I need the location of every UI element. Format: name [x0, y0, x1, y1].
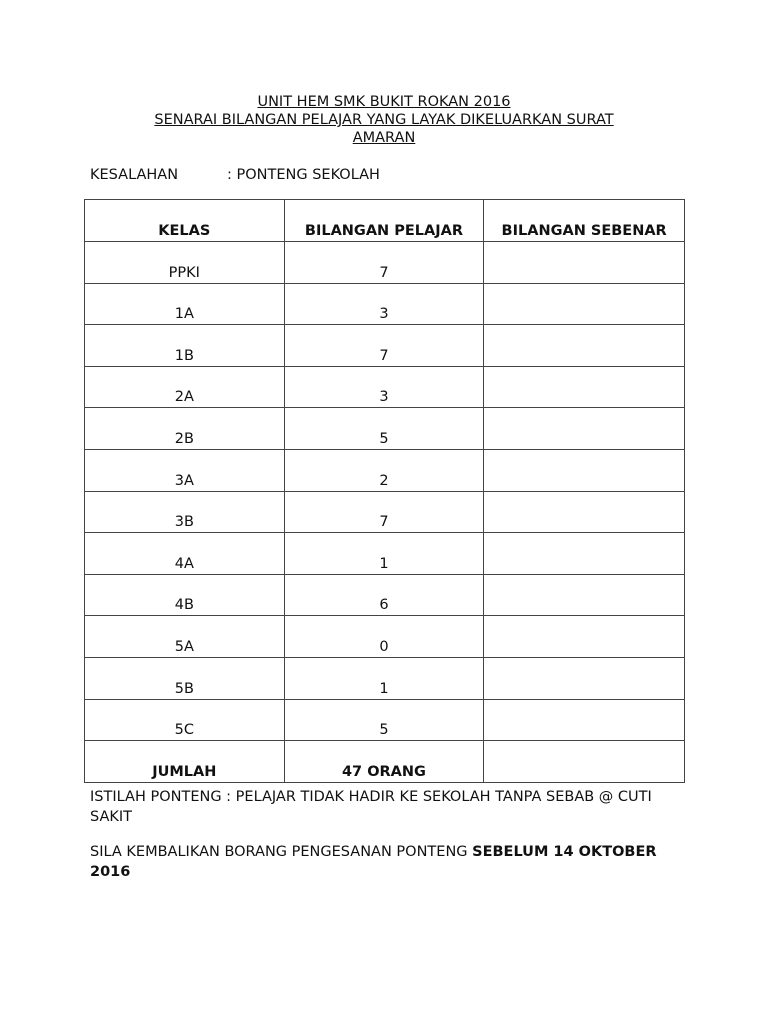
cell-kelas: 5C	[85, 699, 285, 741]
cell-bilangan: 1	[284, 533, 484, 575]
total-sebenar[interactable]	[484, 741, 685, 783]
cell-bilangan: 5	[284, 699, 484, 741]
column-header-kelas: KELAS	[85, 200, 285, 242]
cell-sebenar[interactable]	[484, 699, 685, 741]
table-row	[85, 699, 685, 741]
cell-sebenar[interactable]	[484, 366, 685, 408]
cell-bilangan: 7	[284, 491, 484, 533]
cell-kelas: 1B	[85, 325, 285, 367]
table-row	[85, 657, 685, 699]
truancy-definition: ISTILAH PONTENG : PELAJAR TIDAK HADIR KE SEKOLAH TANPA SEBAB @ CUTI SAKIT	[90, 789, 652, 825]
table-row	[85, 491, 685, 533]
cell-bilangan: 3	[284, 283, 484, 325]
table-row	[85, 616, 685, 658]
cell-kelas: 3B	[85, 491, 285, 533]
total-value: 47 ORANG	[284, 741, 484, 783]
table-row	[85, 533, 685, 575]
cell-kelas: 2B	[85, 408, 285, 450]
cell-sebenar[interactable]	[484, 408, 685, 450]
cell-sebenar[interactable]	[484, 574, 685, 616]
offence-label: KESALAHAN	[90, 167, 179, 183]
cell-sebenar[interactable]	[484, 325, 685, 367]
table-total-row	[85, 741, 685, 783]
table-row	[85, 408, 685, 450]
cell-sebenar[interactable]	[484, 242, 685, 284]
document-subtitle: SENARAI BILANGAN PELAJAR YANG LAYAK DIKELUARKAN SURAT	[154, 112, 614, 128]
document-title: UNIT HEM SMK BUKIT ROKAN 2016	[257, 94, 511, 110]
cell-bilangan: 7	[284, 242, 484, 284]
table-header-row	[85, 200, 685, 242]
cell-sebenar[interactable]	[484, 657, 685, 699]
cell-bilangan: 2	[284, 449, 484, 491]
cell-bilangan: 1	[284, 657, 484, 699]
table-row	[85, 366, 685, 408]
return-instruction-text: SILA KEMBALIKAN BORANG PENGESANAN PONTENG	[90, 844, 473, 860]
table-row	[85, 242, 685, 284]
table-row	[85, 449, 685, 491]
cell-kelas: 2A	[85, 366, 285, 408]
cell-sebenar[interactable]	[484, 491, 685, 533]
cell-kelas: PPKI	[85, 242, 285, 284]
document-subtitle-continued: AMARAN	[352, 130, 416, 146]
table-row	[85, 574, 685, 616]
cell-sebenar[interactable]	[484, 616, 685, 658]
offence-line	[90, 166, 380, 184]
cell-bilangan: 5	[284, 408, 484, 450]
cell-kelas: 3A	[85, 449, 285, 491]
return-deadline: SEBELUM 14 OKTOBER 2016	[90, 844, 657, 880]
table-row	[85, 283, 685, 325]
cell-kelas: 4A	[85, 533, 285, 575]
student-count-table	[84, 199, 685, 783]
cell-kelas: 4B	[85, 574, 285, 616]
cell-bilangan: 0	[284, 616, 484, 658]
cell-kelas: 1A	[85, 283, 285, 325]
offence-value: : PONTENG SEKOLAH	[227, 167, 380, 183]
cell-kelas: 5B	[85, 657, 285, 699]
total-label: JUMLAH	[85, 741, 285, 783]
table-row	[85, 325, 685, 367]
column-header-bilangan-pelajar: BILANGAN PELAJAR	[284, 200, 484, 242]
cell-sebenar[interactable]	[484, 533, 685, 575]
cell-bilangan: 7	[284, 325, 484, 367]
cell-sebenar[interactable]	[484, 449, 685, 491]
return-instruction	[90, 842, 690, 882]
cell-bilangan: 3	[284, 366, 484, 408]
cell-kelas: 5A	[85, 616, 285, 658]
cell-sebenar[interactable]	[484, 283, 685, 325]
cell-bilangan: 6	[284, 574, 484, 616]
column-header-bilangan-sebenar: BILANGAN SEBENAR	[484, 200, 685, 242]
